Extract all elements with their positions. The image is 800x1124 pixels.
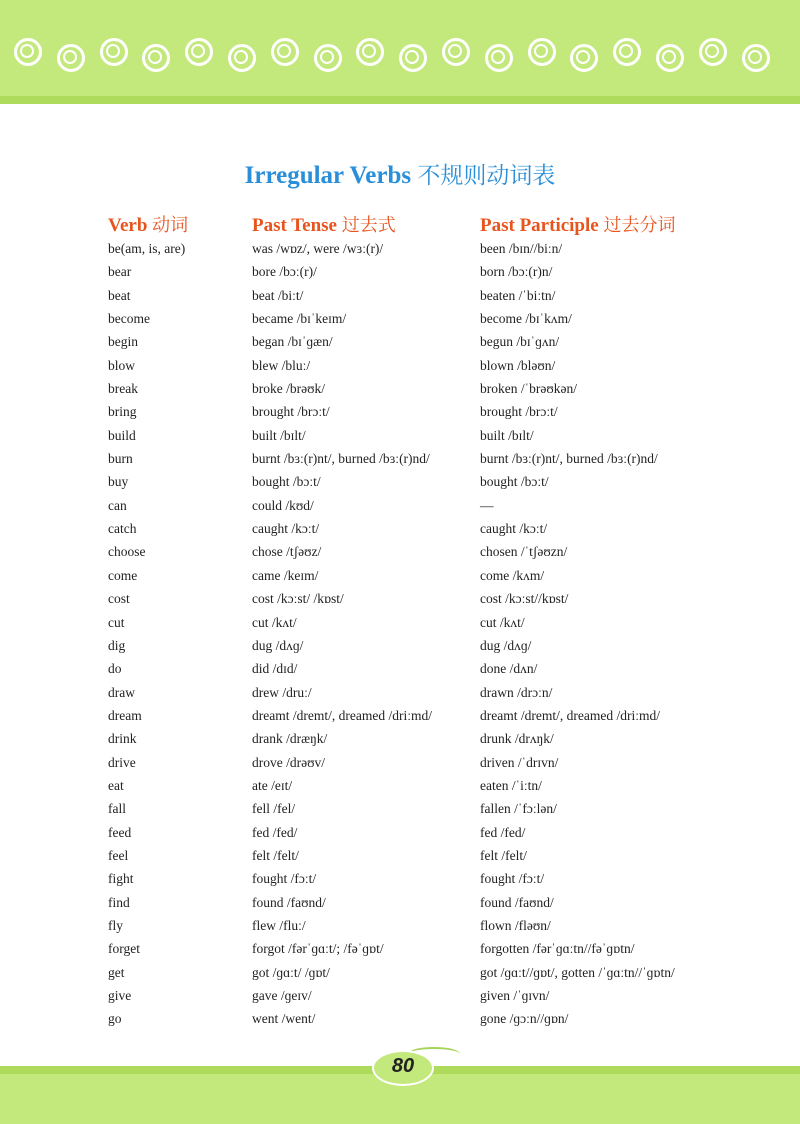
table-row bbox=[0, 963, 800, 986]
past-participle-cell: born /bɔː(r)n/ bbox=[480, 264, 553, 280]
header-stripe bbox=[0, 96, 800, 104]
table-row bbox=[0, 309, 800, 332]
table-row bbox=[0, 566, 800, 589]
past-tense-cell: caught /kɔːt/ bbox=[252, 521, 320, 537]
column-header-past-tense bbox=[252, 211, 396, 237]
table-row bbox=[0, 986, 800, 1009]
past-participle-cell: found /faʊnd/ bbox=[480, 894, 554, 910]
verb-cell: catch bbox=[108, 521, 137, 537]
past-tense-cell: blew /bluː/ bbox=[252, 357, 311, 373]
table-row bbox=[0, 776, 800, 799]
table-row bbox=[0, 939, 800, 962]
ring-decoration bbox=[699, 38, 727, 66]
past-participle-cell: chosen /ˈtʃəʊzn/ bbox=[480, 544, 568, 560]
table-row bbox=[0, 426, 800, 449]
past-tense-cell: felt /felt/ bbox=[252, 847, 299, 863]
table-row bbox=[0, 893, 800, 916]
past-participle-cell: cut /kʌt/ bbox=[480, 614, 525, 630]
ring-decoration bbox=[399, 44, 427, 72]
verb-cell: get bbox=[108, 964, 125, 980]
past-participle-cell: felt /felt/ bbox=[480, 847, 527, 863]
past-participle-cell: — bbox=[480, 497, 494, 513]
verb-cell: do bbox=[108, 661, 122, 677]
ring-decoration bbox=[656, 44, 684, 72]
past-participle-cell: got /ɡɑːt//ɡɒt/, gotten /ˈɡɑːtn//ˈɡɒtn/ bbox=[480, 964, 675, 980]
table-row bbox=[0, 799, 800, 822]
past-participle-cell: drawn /drɔːn/ bbox=[480, 684, 553, 700]
past-tense-cell: broke /brəʊk/ bbox=[252, 381, 326, 397]
ring-decoration bbox=[613, 38, 641, 66]
past-participle-cell: driven /ˈdrɪvn/ bbox=[480, 754, 559, 770]
past-participle-cell: become /bɪˈkʌm/ bbox=[480, 311, 572, 327]
past-tense-cell: dug /dʌɡ/ bbox=[252, 637, 304, 653]
ring-decoration bbox=[442, 38, 470, 66]
past-participle-cell: beaten /ˈbiːtn/ bbox=[480, 287, 556, 303]
verb-cell: find bbox=[108, 894, 130, 910]
table-row bbox=[0, 683, 800, 706]
verb-cell: forget bbox=[108, 941, 140, 957]
past-participle-cell: drunk /drʌŋk/ bbox=[480, 731, 554, 747]
verb-cell: feed bbox=[108, 824, 132, 840]
past-tense-cell: fell /fel/ bbox=[252, 801, 296, 817]
verb-cell: begin bbox=[108, 334, 138, 350]
table-row bbox=[0, 472, 800, 495]
ring-decoration bbox=[142, 44, 170, 72]
past-participle-cell: begun /bɪˈɡʌn/ bbox=[480, 334, 560, 350]
table-row bbox=[0, 869, 800, 892]
table-row bbox=[0, 496, 800, 519]
ring-decoration bbox=[570, 44, 598, 72]
past-tense-cell: dreamt /dremt/, dreamed /driːmd/ bbox=[252, 707, 432, 723]
ring-decoration bbox=[228, 44, 256, 72]
verb-cell: go bbox=[108, 1011, 122, 1027]
ring-decoration bbox=[528, 38, 556, 66]
past-participle-cell: gone /ɡɔːn//ɡɒn/ bbox=[480, 1011, 569, 1027]
ring-decoration bbox=[271, 38, 299, 66]
ring-decoration bbox=[100, 38, 128, 66]
verb-cell: cost bbox=[108, 591, 130, 607]
column-header-verb-zh: 动词 bbox=[152, 215, 189, 236]
past-tense-cell: found /faʊnd/ bbox=[252, 894, 326, 910]
ring-decoration bbox=[742, 44, 770, 72]
past-tense-cell: brought /brɔːt/ bbox=[252, 404, 330, 420]
verb-cell: come bbox=[108, 567, 138, 583]
past-tense-cell: got /ɡɑːt/ /ɡɒt/ bbox=[252, 964, 330, 980]
past-tense-cell: began /bɪˈɡæn/ bbox=[252, 334, 333, 350]
verb-cell: break bbox=[108, 381, 138, 397]
past-participle-cell: fought /fɔːt/ bbox=[480, 871, 545, 887]
table-row bbox=[0, 916, 800, 939]
column-header-participle-zh: 过去分词 bbox=[603, 215, 676, 236]
verb-cell: build bbox=[108, 427, 136, 443]
page-title bbox=[0, 157, 800, 190]
table-row bbox=[0, 449, 800, 472]
table-row bbox=[0, 846, 800, 869]
verb-cell: drink bbox=[108, 731, 137, 747]
past-participle-cell: cost /kɔːst//kɒst/ bbox=[480, 591, 569, 607]
page-number: 80 bbox=[391, 1055, 415, 1077]
ring-decoration bbox=[14, 38, 42, 66]
table-row bbox=[0, 636, 800, 659]
past-participle-cell: done /dʌn/ bbox=[480, 661, 538, 677]
column-header-past-zh: 过去式 bbox=[341, 215, 396, 236]
past-participle-cell: brought /brɔːt/ bbox=[480, 404, 558, 420]
past-tense-cell: cost /kɔːst/ /kɒst/ bbox=[252, 591, 344, 607]
past-tense-cell: bought /bɔːt/ bbox=[252, 474, 321, 490]
verb-cell: be(am, is, are) bbox=[108, 241, 186, 256]
verb-cell: cut bbox=[108, 614, 125, 630]
table-row bbox=[0, 402, 800, 425]
past-tense-cell: forgot /fərˈɡɑːt/; /fəˈɡɒt/ bbox=[252, 941, 384, 957]
column-header-past-participle bbox=[480, 211, 675, 237]
ring-decoration bbox=[185, 38, 213, 66]
past-participle-cell: forgotten /fərˈɡɑːtn//fəˈɡɒtn/ bbox=[480, 941, 635, 957]
table-row bbox=[0, 542, 800, 565]
past-tense-cell: did /dɪd/ bbox=[252, 661, 298, 677]
table-row bbox=[0, 379, 800, 402]
ring-decoration bbox=[356, 38, 384, 66]
verb-cell: draw bbox=[108, 684, 135, 700]
verb-cell: buy bbox=[108, 474, 129, 490]
table-row bbox=[0, 729, 800, 752]
past-tense-cell: bore /bɔː(r)/ bbox=[252, 264, 317, 280]
column-header-verb bbox=[108, 211, 188, 237]
past-participle-cell: eaten /ˈiːtn/ bbox=[480, 777, 542, 793]
past-tense-cell: flew /fluː/ bbox=[252, 917, 306, 933]
past-tense-cell: fed /fed/ bbox=[252, 824, 298, 840]
verb-cell: choose bbox=[108, 544, 146, 560]
table-row bbox=[0, 589, 800, 612]
title-zh: 不规则动词表 bbox=[417, 163, 556, 189]
table-row bbox=[0, 706, 800, 729]
table-row bbox=[0, 1009, 800, 1032]
ring-decoration bbox=[485, 44, 513, 72]
past-participle-cell: built /bɪlt/ bbox=[480, 427, 534, 443]
past-tense-cell: built /bɪlt/ bbox=[252, 427, 306, 443]
verb-cell: can bbox=[108, 497, 127, 513]
past-tense-cell: cut /kʌt/ bbox=[252, 614, 297, 630]
table-row bbox=[0, 356, 800, 379]
verb-cell: eat bbox=[108, 777, 124, 793]
past-participle-cell: flown /fləʊn/ bbox=[480, 917, 551, 933]
past-participle-cell: caught /kɔːt/ bbox=[480, 521, 548, 537]
past-participle-cell: bought /bɔːt/ bbox=[480, 474, 549, 490]
table-row bbox=[0, 659, 800, 682]
past-tense-cell: came /keɪm/ bbox=[252, 567, 319, 583]
ring-decoration bbox=[57, 44, 85, 72]
past-participle-cell: fallen /ˈfɔːlən/ bbox=[480, 801, 557, 817]
table-row bbox=[0, 823, 800, 846]
past-tense-cell: fought /fɔːt/ bbox=[252, 871, 317, 887]
verb-cell: bring bbox=[108, 404, 137, 420]
verb-cell: become bbox=[108, 311, 150, 327]
verb-cell: dream bbox=[108, 707, 142, 723]
past-tense-cell: beat /biːt/ bbox=[252, 287, 304, 303]
past-tense-cell: was /wɒz/, were /wɜː(r)/ bbox=[252, 241, 384, 256]
table-row bbox=[0, 613, 800, 636]
verb-cell: fly bbox=[108, 917, 123, 933]
past-participle-cell: dreamt /dremt/, dreamed /driːmd/ bbox=[480, 707, 660, 723]
past-tense-cell: chose /tʃəʊz/ bbox=[252, 544, 322, 560]
verb-cell: beat bbox=[108, 287, 131, 303]
past-tense-cell: became /bɪˈkeɪm/ bbox=[252, 311, 347, 327]
column-header-past-en: Past Tense bbox=[252, 215, 337, 236]
past-participle-cell: come /kʌm/ bbox=[480, 567, 545, 583]
verb-cell: burn bbox=[108, 451, 133, 467]
column-header-participle-en: Past Participle bbox=[480, 215, 599, 236]
past-tense-cell: drew /druː/ bbox=[252, 684, 312, 700]
past-participle-cell: fed /fed/ bbox=[480, 824, 526, 840]
past-tense-cell: drank /dræŋk/ bbox=[252, 731, 328, 747]
table-row bbox=[0, 519, 800, 542]
column-header-verb-en: Verb bbox=[108, 215, 148, 236]
past-participle-cell: given /ˈɡɪvn/ bbox=[480, 988, 550, 1003]
verb-cell: blow bbox=[108, 357, 135, 373]
verb-cell: give bbox=[108, 988, 132, 1003]
table-row bbox=[0, 286, 800, 309]
verb-cell: drive bbox=[108, 754, 136, 770]
table-row bbox=[0, 753, 800, 776]
past-tense-cell: drove /drəʊv/ bbox=[252, 754, 326, 770]
past-participle-cell: burnt /bɜː(r)nt/, burned /bɜː(r)nd/ bbox=[480, 451, 658, 467]
past-tense-cell: ate /eɪt/ bbox=[252, 777, 293, 793]
past-participle-cell: blown /bləʊn/ bbox=[480, 357, 556, 373]
verb-cell: fall bbox=[108, 801, 126, 817]
verb-cell: dig bbox=[108, 637, 126, 653]
past-participle-cell: been /bɪn//biːn/ bbox=[480, 241, 563, 256]
header-decoration bbox=[0, 0, 800, 104]
title-en: Irregular Verbs bbox=[244, 162, 412, 189]
ring-row bbox=[14, 36, 794, 76]
table-row bbox=[0, 332, 800, 355]
past-tense-cell: burnt /bɜː(r)nt/, burned /bɜː(r)nd/ bbox=[252, 451, 430, 467]
verb-cell: fight bbox=[108, 871, 134, 887]
table-row bbox=[0, 239, 800, 262]
past-participle-cell: dug /dʌɡ/ bbox=[480, 637, 532, 653]
table-row bbox=[0, 262, 800, 285]
ring-decoration bbox=[314, 44, 342, 72]
past-tense-cell: could /kʊd/ bbox=[252, 497, 314, 513]
past-tense-cell: went /went/ bbox=[252, 1011, 316, 1027]
verb-table bbox=[0, 239, 800, 1033]
verb-cell: bear bbox=[108, 264, 132, 280]
past-participle-cell: broken /ˈbrəʊkən/ bbox=[480, 381, 577, 397]
past-tense-cell: gave /ɡeɪv/ bbox=[252, 988, 312, 1003]
verb-cell: feel bbox=[108, 847, 129, 863]
